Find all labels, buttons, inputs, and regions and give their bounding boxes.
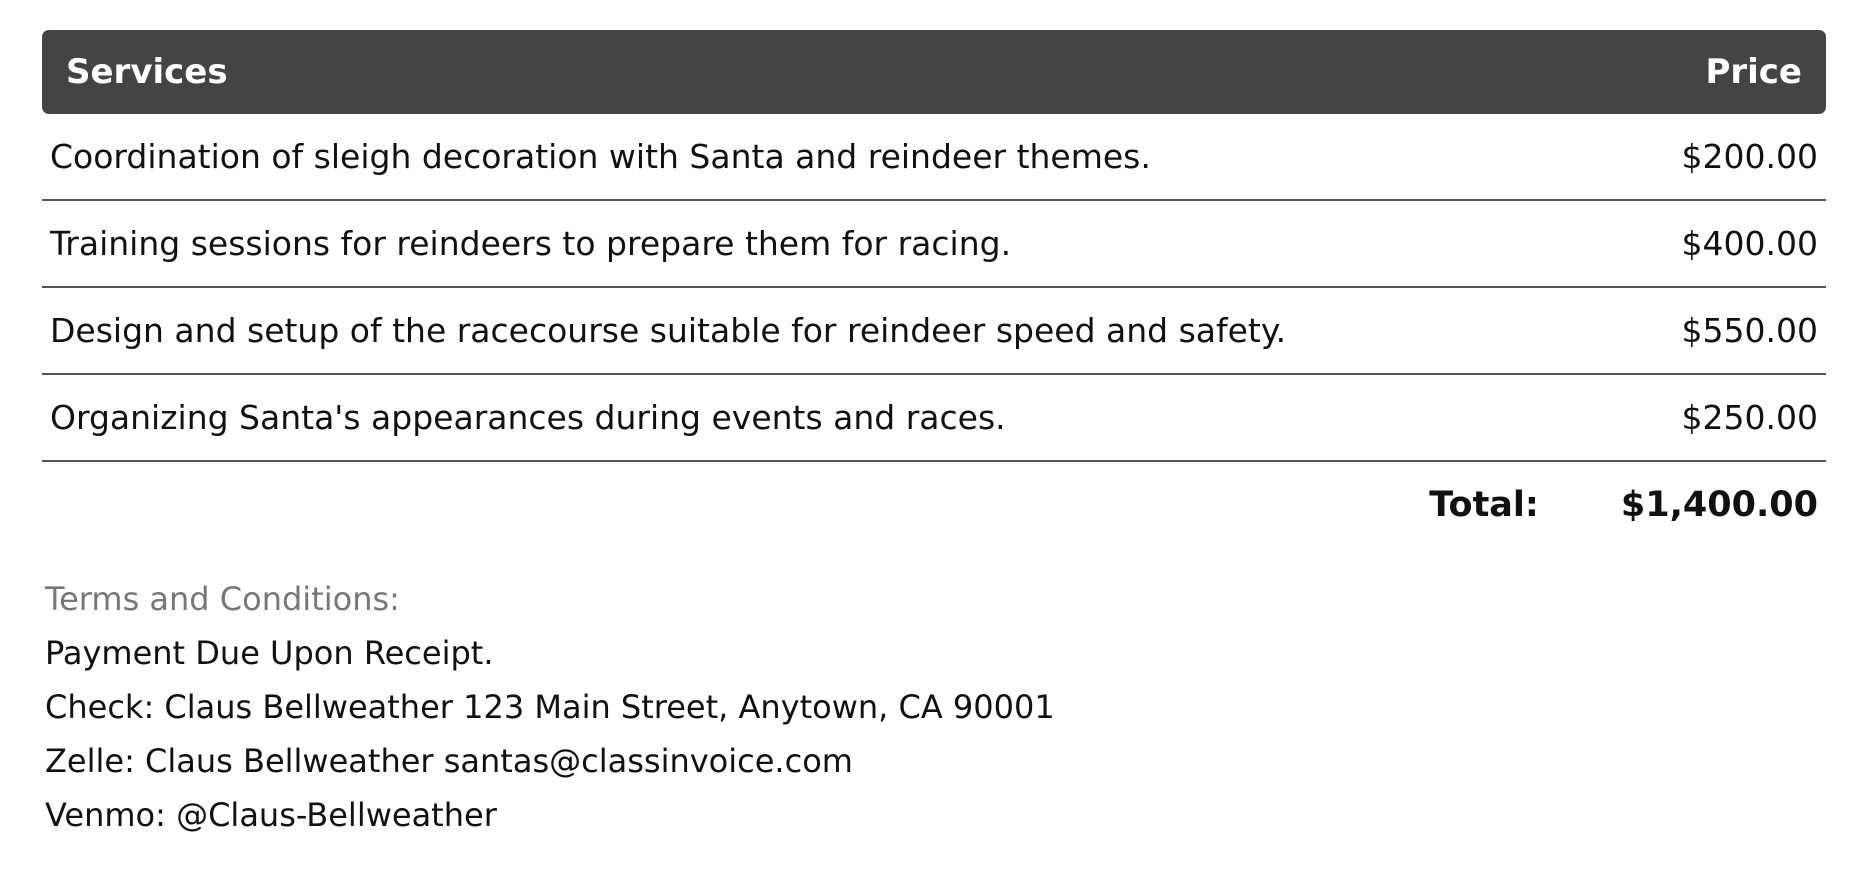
service-price: $200.00	[1418, 114, 1826, 200]
service-price: $400.00	[1418, 200, 1826, 287]
terms-and-conditions	[42, 572, 1826, 842]
services-column-header: Services	[42, 30, 1418, 114]
total-label: Total:	[1429, 485, 1539, 525]
terms-check-info: Check: Claus Bellweather 123 Main Street, Anytown, CA 90001	[45, 688, 1055, 726]
table-header-row	[42, 30, 1826, 114]
total-row	[42, 462, 1826, 548]
service-description: Training sessions for reindeers to prepare them for racing.	[42, 200, 1418, 287]
services-table	[42, 30, 1826, 462]
table-row	[42, 114, 1826, 200]
service-price: $250.00	[1418, 374, 1826, 461]
service-description: Organizing Santa's appearances during events and races.	[42, 374, 1418, 461]
service-price: $550.00	[1418, 287, 1826, 374]
service-description: Design and setup of the racecourse suitable for reindeer speed and safety.	[42, 287, 1418, 374]
table-row	[42, 200, 1826, 287]
price-column-header: Price	[1418, 30, 1826, 114]
table-row	[42, 287, 1826, 374]
terms-venmo-info: Venmo: @Claus-Bellweather	[45, 796, 497, 834]
total-value: $1,400.00	[1620, 485, 1818, 525]
terms-title: Terms and Conditions:	[45, 580, 400, 618]
service-description: Coordination of sleigh decoration with Santa and reindeer themes.	[42, 114, 1418, 200]
terms-payment-due: Payment Due Upon Receipt.	[45, 634, 494, 672]
table-row	[42, 374, 1826, 461]
terms-zelle-info: Zelle: Claus Bellweather santas@classinvoice.com	[45, 742, 853, 780]
